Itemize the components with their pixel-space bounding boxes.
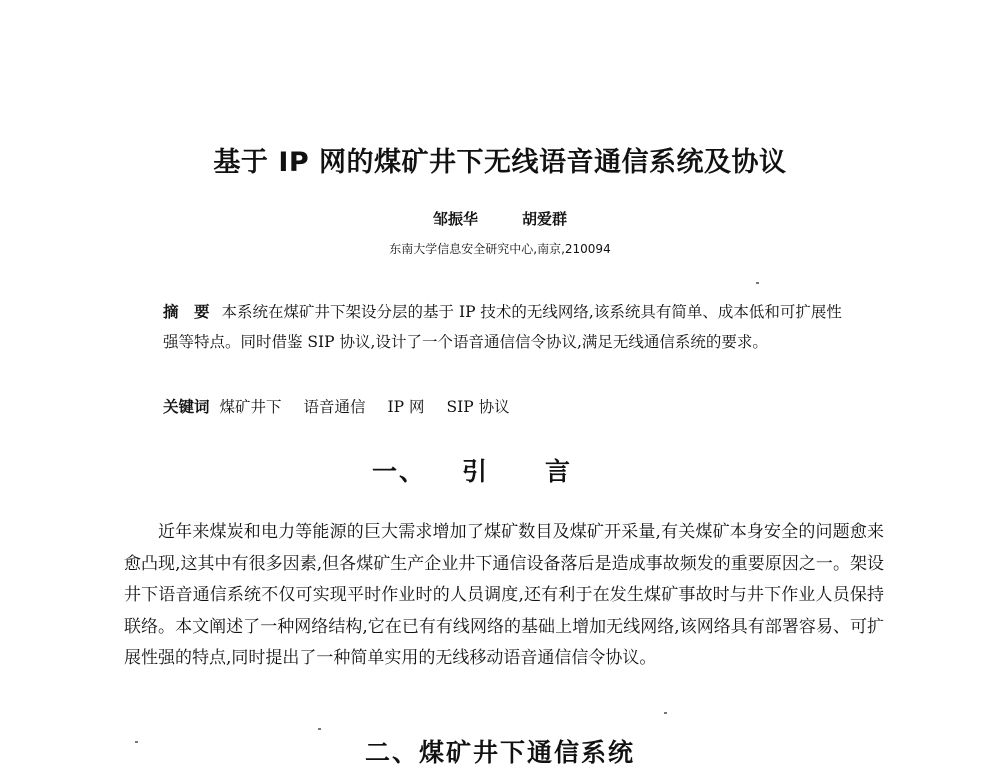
keyword: IP 网 bbox=[387, 398, 425, 416]
author-list bbox=[0, 208, 1000, 229]
section-heading bbox=[0, 733, 1000, 769]
abstract bbox=[163, 297, 843, 357]
keywords bbox=[163, 392, 843, 422]
abstract-label: 摘 要 bbox=[163, 303, 210, 321]
author-name: 邹振华 bbox=[432, 210, 478, 228]
section-title: 引言 bbox=[462, 457, 629, 486]
section-body: 近年来煤炭和电力等能源的巨大需求增加了煤矿数目及煤矿开采量,有关煤矿本身安全的问题愈来愈凸现,这其中有很多因素,但各煤矿生产企业井下通信设备落后是造成事故频发的重要原因之一。架设井下语音通信系统不仅可实现平时作业时的人员调度,还有利于在发生煤矿事故时与井下作业人员保持联络。本文阐述了一种网络结构,它在已有有线网络的基础上增加无线网络,该网络具有部署容易、可扩展性强的特点,同时提出了一种简单实用的无线移动语音通信信令协议。 bbox=[124, 522, 884, 668]
author-name: 胡爱群 bbox=[522, 210, 568, 228]
scan-speck bbox=[318, 728, 321, 730]
scan-speck bbox=[756, 282, 759, 284]
scan-speck bbox=[135, 741, 138, 743]
keyword: 语音通信 bbox=[303, 398, 366, 416]
paper-title: 基于 IP 网的煤矿井下无线语音通信系统及协议 bbox=[213, 147, 787, 178]
section-number: 一、 bbox=[371, 457, 426, 486]
section-number: 二、 bbox=[364, 738, 419, 767]
section-title: 煤矿井下通信系统 bbox=[419, 738, 636, 767]
scan-speck bbox=[664, 712, 667, 714]
keyword: SIP 协议 bbox=[446, 398, 510, 416]
keyword: 煤矿井下 bbox=[219, 398, 282, 416]
section-heading bbox=[0, 452, 1000, 488]
abstract-text: 本系统在煤矿井下架设分层的基于 IP 技术的无线网络,该系统具有简单、成本低和可扩展性强等特点。同时借鉴 SIP 协议,设计了一个语音通信信令协议,满足无线通信系统的要求。 bbox=[163, 303, 842, 351]
keywords-label: 关键词 bbox=[163, 398, 210, 416]
affiliation: 东南大学信息安全研究中心,南京,210094 bbox=[389, 242, 611, 256]
